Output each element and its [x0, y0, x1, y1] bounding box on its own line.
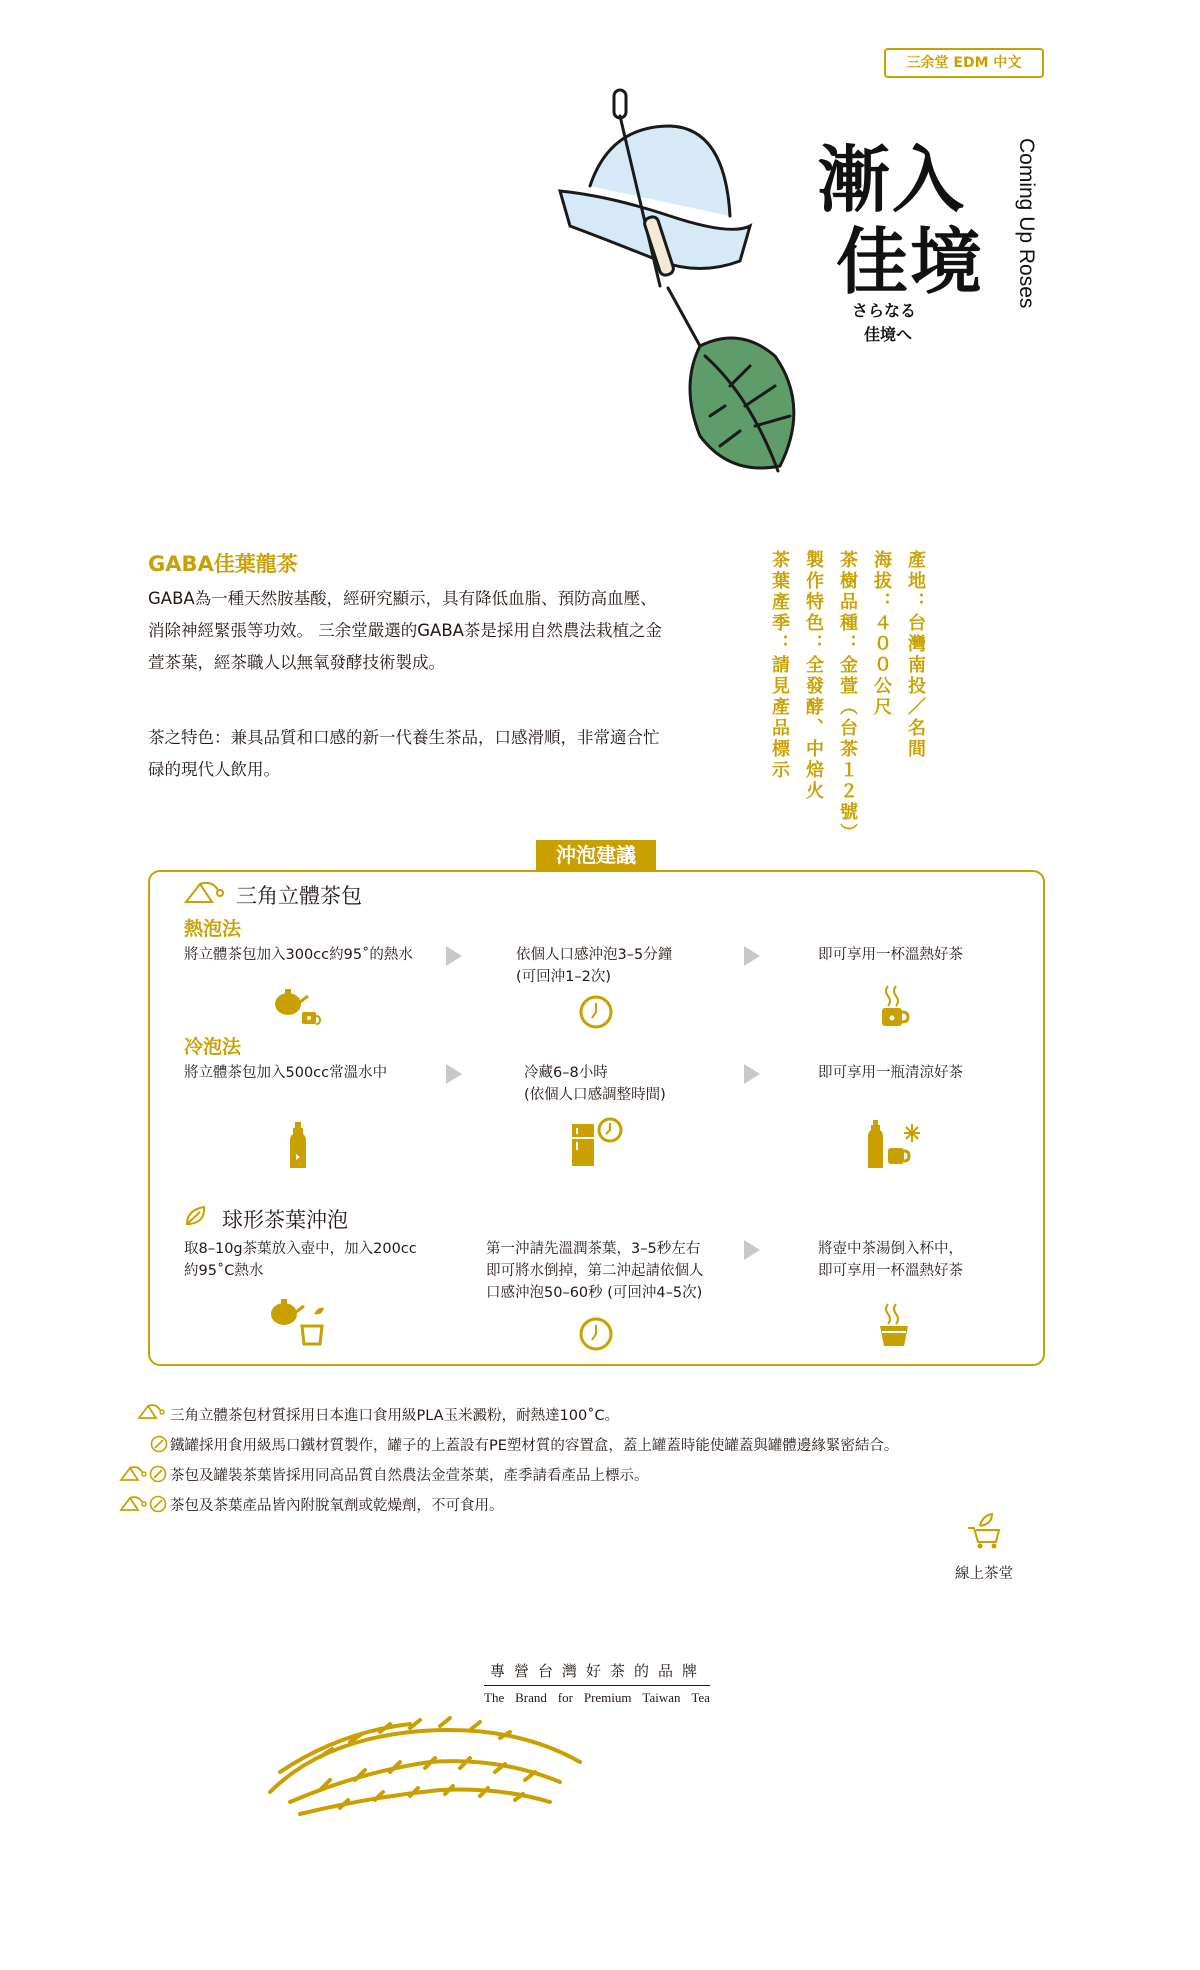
timer-icon	[578, 994, 614, 1030]
note-2: 鐵罐採用食用級馬口鐵材質製作，罐子的上蓋設有PE塑材質的容置盒，蓋上罐蓋時能使罐蓋與罐體邊緣緊密結合。	[170, 1438, 899, 1454]
cold-step-2-line2: (依個人口感調整時間)	[524, 1087, 666, 1103]
tea-leaf-icon	[184, 1204, 208, 1228]
brand-word: Brand	[515, 1690, 547, 1705]
fridge-icon	[570, 1116, 626, 1168]
teabag-icon	[182, 880, 226, 906]
spec-process: 製作特色：全發酵、中焙火	[803, 550, 824, 802]
leaf-step-3-line2: 即可享用一杯溫熱好茶	[818, 1263, 963, 1279]
product-heading: GABA佳葉龍茶	[148, 552, 298, 576]
leaf-heading: 球形茶葉沖泡	[222, 1208, 348, 1232]
spec-season: 茶葉產季：請見產品標示	[769, 550, 790, 781]
teabag-and-leaf-icon	[118, 1495, 168, 1513]
product-features: 茶之特色：兼具品質和口感的新一代養生茶品，口感滑順，非常適合忙碌的現代人飲用。	[148, 728, 660, 779]
divider	[484, 1685, 710, 1686]
cold-step-2-line1: 冷藏6–8小時	[524, 1065, 608, 1081]
hot-brew-label: 熱泡法	[184, 918, 242, 940]
arrow-icon	[446, 1064, 462, 1084]
arrow-icon	[446, 946, 462, 966]
edm-language-tag[interactable]: 三余堂 EDM 中文	[884, 48, 1044, 78]
cold-brew-label: 冷泡法	[184, 1036, 242, 1058]
product-description: GABA為一種天然胺基酸，經研究顯示，具有降低血脂、預防高血壓、消除神經緊張等功效。 三余堂嚴選的GABA茶是採用自然農法栽植之金萱茶葉，經茶職人以無氧發酵技術製成。	[148, 589, 662, 672]
leaf-step-2-line1: 第一沖請先溫潤茶葉，3–5秒左右	[486, 1241, 701, 1257]
water-bottle-icon	[288, 1122, 308, 1170]
cold-step-3: 即可享用一瓶清涼好茶	[818, 1065, 963, 1081]
leaf-step-2-line2: 即可將水倒掉，第二沖起請依個人	[486, 1263, 704, 1279]
hero-title-line1: 漸入	[818, 138, 967, 222]
leaf-icon	[690, 338, 794, 471]
teapot-icon	[272, 986, 324, 1028]
brand-word: for	[557, 1690, 573, 1705]
brand-word: The	[484, 1690, 505, 1705]
leaf-step-1-line2: 約95˚C熱水	[184, 1263, 264, 1279]
brand-word: Premium	[583, 1690, 632, 1705]
teabag-icon	[136, 1403, 166, 1421]
shopping-cart-icon[interactable]	[966, 1512, 1002, 1550]
brand-word: Tea	[691, 1690, 710, 1705]
brand-slogan-cn: 專營台灣好茶的品牌	[489, 1662, 706, 1680]
hot-step-2-line2: (可回沖1–2次)	[516, 969, 612, 985]
hot-tea-bowl-icon	[876, 1302, 912, 1348]
hot-step-1: 將立體茶包加入300cc約95˚的熱水	[184, 947, 413, 963]
online-shop-link[interactable]: 線上茶堂	[955, 1566, 1013, 1582]
teabag-and-leaf-icon	[118, 1465, 168, 1483]
cold-step-1: 將立體茶包加入500cc常溫水中	[184, 1065, 388, 1081]
arrow-icon	[744, 1240, 760, 1260]
arrow-icon	[744, 946, 760, 966]
hot-step-3: 即可享用一杯溫熱好茶	[818, 947, 963, 963]
note-3: 茶包及罐裝茶葉皆採用同高品質自然農法金萱茶葉，產季請看產品上標示。	[170, 1468, 649, 1484]
hero-subtitle-jp-2: 佳境へ	[864, 325, 913, 344]
leaf-step-2-line3: 口感沖泡50–60秒 (可回沖4–5次)	[486, 1285, 703, 1301]
hot-tea-cup-icon	[876, 984, 912, 1030]
note-1: 三角立體茶包材質採用日本進口食用級PLA玉米澱粉，耐熱達100˚C。	[170, 1408, 620, 1424]
hot-step-2-line1: 依個人口感沖泡3–5分鐘	[516, 947, 673, 963]
hero-subtitle-jp-1: さらなる	[852, 301, 917, 320]
hero-title-en: Coming Up Roses	[1015, 138, 1038, 309]
arrow-icon	[744, 1064, 760, 1084]
tea-leaf-logo-icon	[260, 1702, 590, 1822]
leaf-step-1-line1: 取8–10g茶葉放入壺中，加入200cc	[184, 1241, 417, 1257]
bell-icon	[560, 90, 750, 346]
spec-variety: 茶樹品種：金萱（台茶１２號）	[837, 550, 858, 844]
cold-drink-icon	[868, 1120, 924, 1170]
brewing-title: 沖泡建議	[536, 840, 656, 870]
hero-title-line2: 佳境	[836, 220, 985, 304]
spec-altitude: 海拔：４００公尺	[871, 550, 892, 718]
wind-chime-illustration	[550, 86, 830, 486]
tea-leaf-icon	[150, 1435, 168, 1453]
brand-word: Taiwan	[642, 1690, 681, 1705]
leaf-step-3-line1: 將壺中茶湯倒入杯中，	[818, 1241, 963, 1257]
teabag-heading: 三角立體茶包	[236, 884, 362, 908]
teapot-with-leaves-icon	[268, 1296, 332, 1346]
timer-icon	[578, 1316, 614, 1352]
note-4: 茶包及茶葉產品皆內附脫氧劑或乾燥劑，不可食用。	[170, 1498, 504, 1514]
spec-origin: 產地：台灣南投／名間	[905, 550, 926, 760]
